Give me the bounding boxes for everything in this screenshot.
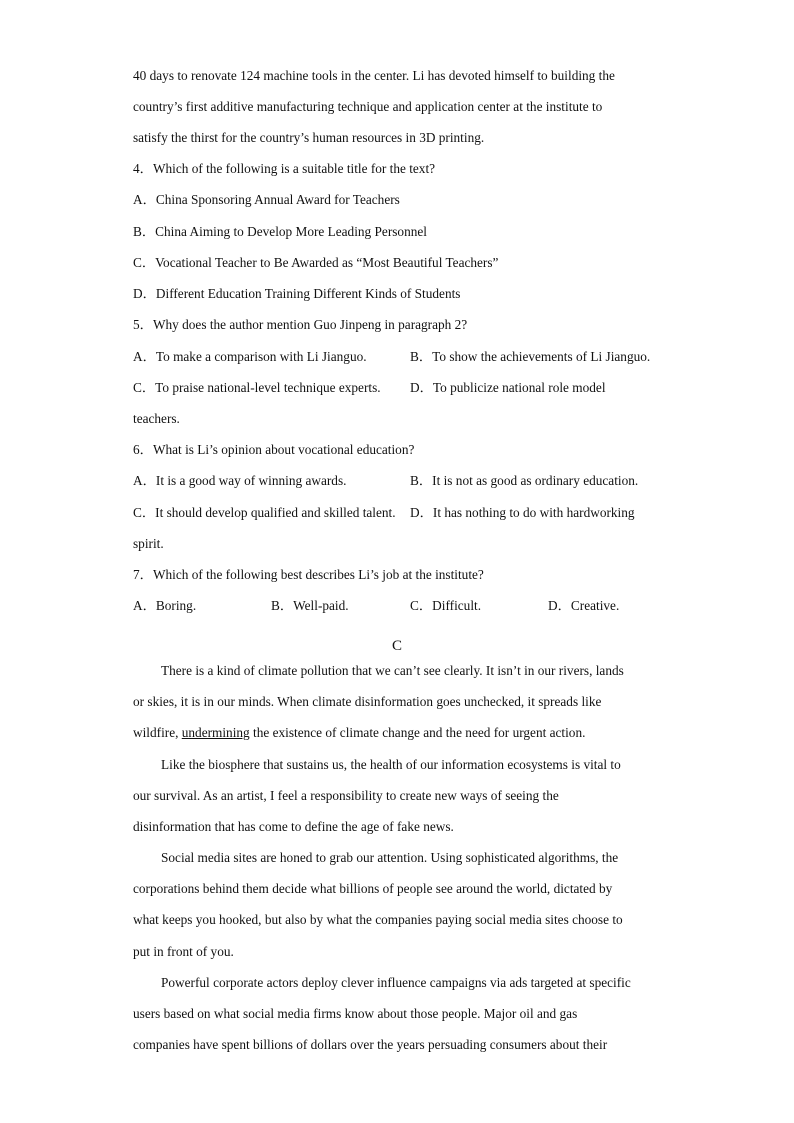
- paragraph-line: our survival. As an artist, I feel a responsibility to create new ways of seeing the: [133, 788, 559, 803]
- question-6-option-a: A．It is a good way of winning awards.: [133, 473, 347, 488]
- question-5-stem: 5．Why does the author mention Guo Jinpeng in paragraph 2?: [133, 317, 468, 332]
- question-4-option-d: D．Different Education Training Different Kinds of Students: [133, 286, 461, 301]
- paragraph-line: There is a kind of climate pollution that we can’t see clearly. It isn’t in our rivers, lands: [161, 663, 624, 678]
- question-6-option-c: C．It should develop qualified and skilled talent.: [133, 505, 396, 520]
- paragraph-line: corporations behind them decide what billions of people see around the world, dictated by: [133, 881, 613, 896]
- question-4-option-c: C．Vocational Teacher to Be Awarded as “Most Beautiful Teachers”: [133, 255, 499, 270]
- paragraph-line: or skies, it is in our minds. When climate disinformation goes unchecked, it spreads like: [133, 694, 602, 709]
- text: wildfire,: [133, 725, 182, 740]
- question-4-option-a: A．China Sponsoring Annual Award for Teachers: [133, 192, 400, 207]
- question-5-option-c: C．To praise national-level technique experts.: [133, 380, 381, 395]
- passage-line: country’s first additive manufacturing technique and application center at the institute to: [133, 99, 603, 114]
- paragraph-line: Social media sites are honed to grab our attention. Using sophisticated algorithms, the: [161, 850, 619, 865]
- paragraph-line: [133, 725, 585, 741]
- question-5-option-d-continued: teachers.: [133, 411, 180, 426]
- paragraph-line: what keeps you hooked, but also by what the companies paying social media sites choose to: [133, 912, 623, 927]
- paragraph-line: Powerful corporate actors deploy clever influence campaigns via ads targeted at specific: [161, 975, 631, 990]
- paragraph-line: put in front of you.: [133, 944, 234, 959]
- passage-line: satisfy the thirst for the country’s human resources in 3D printing.: [133, 130, 485, 145]
- question-7-option-d: D．Creative.: [548, 598, 620, 613]
- underlined-word: undermining: [181, 725, 250, 740]
- question-5-option-a: A．To make a comparison with Li Jianguo.: [133, 349, 367, 364]
- paragraph-line: companies have spent billions of dollars over the years persuading consumers about their: [133, 1037, 608, 1052]
- section-c-heading: C: [391, 638, 402, 654]
- question-6-option-b: B．It is not as good as ordinary education.: [410, 473, 639, 488]
- passage-line: 40 days to renovate 124 machine tools in the center. Li has devoted himself to building the: [133, 68, 615, 83]
- paragraph-line: Like the biosphere that sustains us, the health of our information ecosystems is vital to: [161, 757, 621, 772]
- question-4-stem: 4．Which of the following is a suitable title for the text?: [133, 161, 436, 176]
- question-7-option-a: A．Boring.: [133, 598, 197, 613]
- question-4-option-b: B．China Aiming to Develop More Leading Personnel: [133, 224, 427, 239]
- text: the existence of climate change and the need for urgent action.: [249, 725, 586, 740]
- question-6-option-d: D．It has nothing to do with hardworking: [410, 505, 635, 520]
- question-7-stem: 7．Which of the following best describes Li’s job at the institute?: [133, 567, 484, 582]
- question-5-option-d: D．To publicize national role model: [410, 380, 606, 395]
- question-5-option-b: B．To show the achievements of Li Jianguo.: [410, 349, 651, 364]
- question-6-stem: 6．What is Li’s opinion about vocational education?: [133, 442, 415, 457]
- paragraph-line: disinformation that has come to define the age of fake news.: [133, 819, 454, 834]
- question-6-option-d-continued: spirit.: [133, 536, 164, 551]
- question-7-option-b: B．Well-paid.: [271, 598, 349, 613]
- paragraph-line: users based on what social media firms know about those people. Major oil and gas: [133, 1006, 578, 1021]
- question-7-option-c: C．Difficult.: [410, 598, 482, 613]
